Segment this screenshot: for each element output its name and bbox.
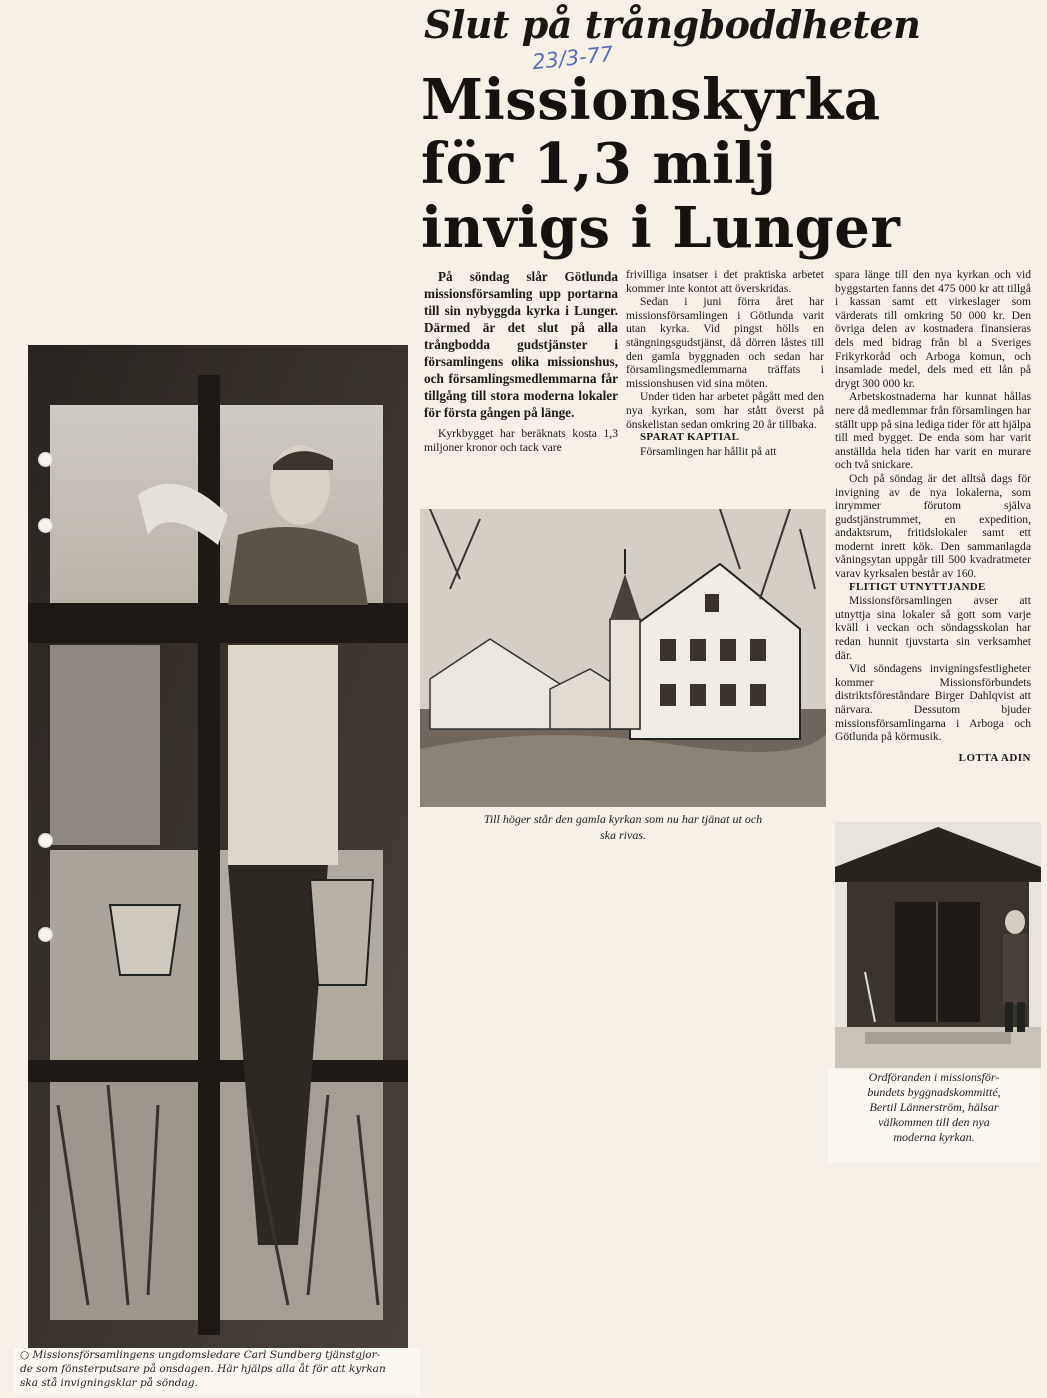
body-paragraph: frivilliga insatser i det praktiska arbetet kommer inte kontot att överskridas. xyxy=(626,268,824,295)
church-entrance-illustration xyxy=(835,822,1041,1068)
caption-line: ska stå invigningsklar på söndag. xyxy=(20,1377,198,1389)
body-paragraph: Och på söndag är det alltså dags för invigning av de nya lokalerna, som inrymmer förutom själva gudstjänstrummet, en expedition, andaktsrum, fritidslokaler samt ett modernt inrett kök. Den sammanlagda våningsytan uppgår till 500 kvadratmeter varav kyrksalen består av 160. xyxy=(835,471,1031,581)
kicker: Slut på trångboddheten xyxy=(424,2,921,47)
binder-hole xyxy=(38,518,53,533)
body-paragraph: Sedan i juni förra året har missionsförsamlingen i Götlunda varit utan kyrka. Vid pingst hölls en stängningsgudstjänst, då dörren låstes till den gamla byggnaden och sedan har församlingsmedlemmarna träffats i missionshusen vid sina möten. xyxy=(626,295,824,390)
subheading: FLITIGT UTNYTTJANDE xyxy=(849,580,986,593)
binder-hole xyxy=(38,833,53,848)
photo-church-entrance xyxy=(835,822,1041,1068)
caption-church-entrance xyxy=(828,1070,1040,1162)
body-paragraph: Vid söndagens invigningsfestligheter kommer Missionsförbundets distriktsföreståndare Birger Dahlqvist att närvara. Dessutom bjuder missionsförsamlingarna i Arboga och Götlunda på körmusik. xyxy=(835,662,1031,744)
caption-line: Ordföranden i missionsför- xyxy=(868,1070,1000,1084)
caption-line: de som fönsterputsare på onsdagen. Här hjälps alla åt för att kyrkan xyxy=(20,1363,386,1375)
caption-window-washer xyxy=(14,1348,420,1394)
photo-window-washer xyxy=(28,345,408,1350)
article-column-1 xyxy=(424,268,618,454)
headline-line: för 1,3 milj xyxy=(421,131,777,197)
caption-line: bundets byggnadskommitté, xyxy=(867,1085,1001,1099)
headline-line: Missionskyrka xyxy=(421,67,881,133)
photo-old-church xyxy=(420,509,826,807)
byline: LOTTA ADIN xyxy=(958,751,1031,764)
body-paragraph: Arbetskostnaderna har kunnat hållas nere då medlemmar från församlingen har ställt upp på sina lediga tider för att hjälpa till med bygget. De enda som har varit anställda hela tiden har varit en murare och två snickare. xyxy=(835,390,1031,472)
window-washer-illustration xyxy=(28,345,408,1350)
headline-line: invigs i Lunger xyxy=(421,195,901,261)
caption-line: ska rivas. xyxy=(600,828,646,842)
caption-line: moderna kyrkan. xyxy=(893,1130,975,1144)
binder-hole xyxy=(38,927,53,942)
caption-line: ○ Missionsförsamlingens ungdomsledare Carl Sundberg tjänstgjor- xyxy=(20,1349,381,1361)
article-column-2 xyxy=(626,268,824,458)
lead-paragraph: På söndag slår Götlunda missionsförsamling upp portarna till sin nybyggda kyrka i Lunger. Därmed är det slut på alla trångbodda gudstjänster i församlingens olika missionshus, och församlingsmedlemmarna får tillgång till stora moderna lokaler för första gången på länge. xyxy=(424,269,618,420)
body-paragraph: Kyrkbygget har beräknats kosta 1,3 miljoner kronor och tack vare xyxy=(424,427,618,454)
article-column-3 xyxy=(835,268,1031,765)
caption-line: Till höger står den gamla kyrkan som nu har tjänat ut och xyxy=(483,812,763,826)
subheading: SPARAT KAPTIAL xyxy=(640,431,740,444)
body-paragraph: Under tiden har arbetet pågått med den nya kyrkan, som har stått överst på önskelistan sedan omkring 20 år tillbaka. xyxy=(626,390,824,431)
handwritten-date: 23/3-77 xyxy=(530,41,615,75)
old-church-illustration xyxy=(420,509,826,807)
binder-hole xyxy=(38,452,53,467)
body-paragraph: Församlingen har hållit på att xyxy=(640,444,777,458)
caption-line: välkommen till den nya xyxy=(878,1115,990,1129)
body-paragraph: Missionsförsamlingen avser att utnyttja sina lokaler så gott som varje kväll i veckan och söndagsskolan har redan hunnit tjuvstarta sin verksamhet där. xyxy=(835,594,1031,662)
body-paragraph: spara länge till den nya kyrkan och vid byggstarten fanns det 475 000 kr att tillgå i kassan samt ett virkeslager som värderats till omkring 50 000 kr. Den övriga delen av kostnadera finansieras dels med bidrag från bl a Sveriges Frikyrkoråd och Arboga komun, och insamlade medel, dels med ett lån på drygt 300 000 kr. xyxy=(835,268,1031,390)
caption-line: Bertil Lännerström, hälsar xyxy=(869,1100,999,1114)
headline xyxy=(421,68,951,260)
caption-old-church xyxy=(420,811,826,855)
